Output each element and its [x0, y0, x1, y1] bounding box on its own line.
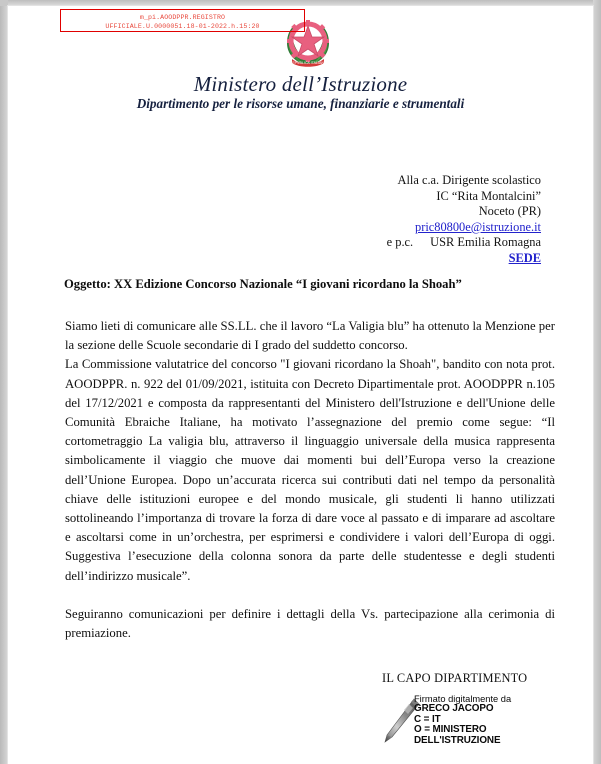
digital-signature-block [378, 693, 568, 755]
protocol-stamp-line-1: m_pi.AOODPPR.REGISTRO [139, 13, 226, 21]
signature-line-4: O = MINISTERO [414, 724, 487, 736]
page-title: Ministero dell’Istruzione [193, 72, 408, 96]
page-shadow-left [0, 6, 8, 764]
addressee-cc-value: USR Emilia Romagna [430, 235, 541, 250]
subject-line: Oggetto: XX Edizione Concorso Nazionale “I giovani ricordano la Shoah” [64, 277, 462, 291]
addressee-block [387, 173, 541, 267]
body-paragraph-3: Seguiranno comunicazioni per definire i dettagli della Vs. partecipazione alla cerimonia di premiazione. [65, 606, 555, 641]
addressee-cc-row [387, 235, 541, 251]
department-subtitle: Dipartimento per le risorse umane, finanziarie e strumentali [136, 96, 465, 111]
signature-line-5: DELL'ISTRUZIONE [414, 734, 501, 746]
addressee-line-3: Noceto (PR) [478, 204, 541, 219]
signature-line-2: GRECO JACOPO [414, 703, 494, 715]
addressee-email-link[interactable]: pric80800e@istruzione.it [415, 219, 541, 234]
digital-signature-text [414, 694, 511, 746]
signatory-title: IL CAPO DIPARTIMENTO [382, 671, 528, 685]
body-paragraph-2: La Commissione valutatrice del concorso "I giovani ricordano la Shoah", bandito con nota prot. AOODPPR. n. 922 del 01/09/2021, istituita con Decreto Dipartimentale prot. AOODPPR n.105 del 17/12/2021 e composta da rappresentanti del Ministero dell'Istruzione e dell'Unione delle Comunità Ebraiche Italiane, ha motivato l’assegnazione del premio come segue: “Il cortometraggio La valigia blu, attraverso il linguaggio universale della musica rappresenta simbolicamente il viaggio che muove dai momenti bui dell’Europa verso la creazione dell’Unione Europea. Dopo un’accurata ricerca sui contributi dati nel tempo da personalità chiave delle istituzioni europee e del mondo musicale, gli studenti li hanno utilizzati sottolineando l’importanza di trovare la forza di dare voce al passato e di imparare ad ascoltare e ascoltarsi come in un’orchestra, per esprimersi e condividere i valori dell’Europa di oggi. Suggestiva l’esecuzione della colonna sonora da parte delle studentesse e degli studenti dell’indirizzo musicale”. [65, 357, 555, 583]
signature-line-3: C = IT [414, 713, 441, 725]
addressee-cc-label: e p.c. [386, 235, 414, 250]
protocol-stamp-line-2: UFFICIALE.U.0000051.18-01-2022.h.15:20 [105, 22, 260, 30]
protocol-stamp [60, 9, 305, 32]
paragraph-spacer [65, 586, 555, 605]
addressee-line-1: Alla c.a. Dirigente scolastico [397, 173, 541, 187]
page-shadow-right [593, 0, 601, 764]
body-paragraph-1: Siamo lieti di comunicare alle SS.LL. che il lavoro “La Valigia blu” ha ottenuto la Menzione per la sezione delle Scuole secondarie di I grado del suddetto concorso. [65, 319, 555, 353]
addressee-line-2: IC “Rita Montalcini” [436, 188, 541, 203]
document-page [8, 6, 593, 764]
svg-text:REPVBLICA ITALIANA: REPVBLICA ITALIANA [289, 61, 327, 66]
signature-line-1: Firmato digitalmente da [414, 694, 512, 704]
document-body [65, 317, 555, 643]
addressee-sede-link[interactable]: SEDE [508, 250, 541, 265]
